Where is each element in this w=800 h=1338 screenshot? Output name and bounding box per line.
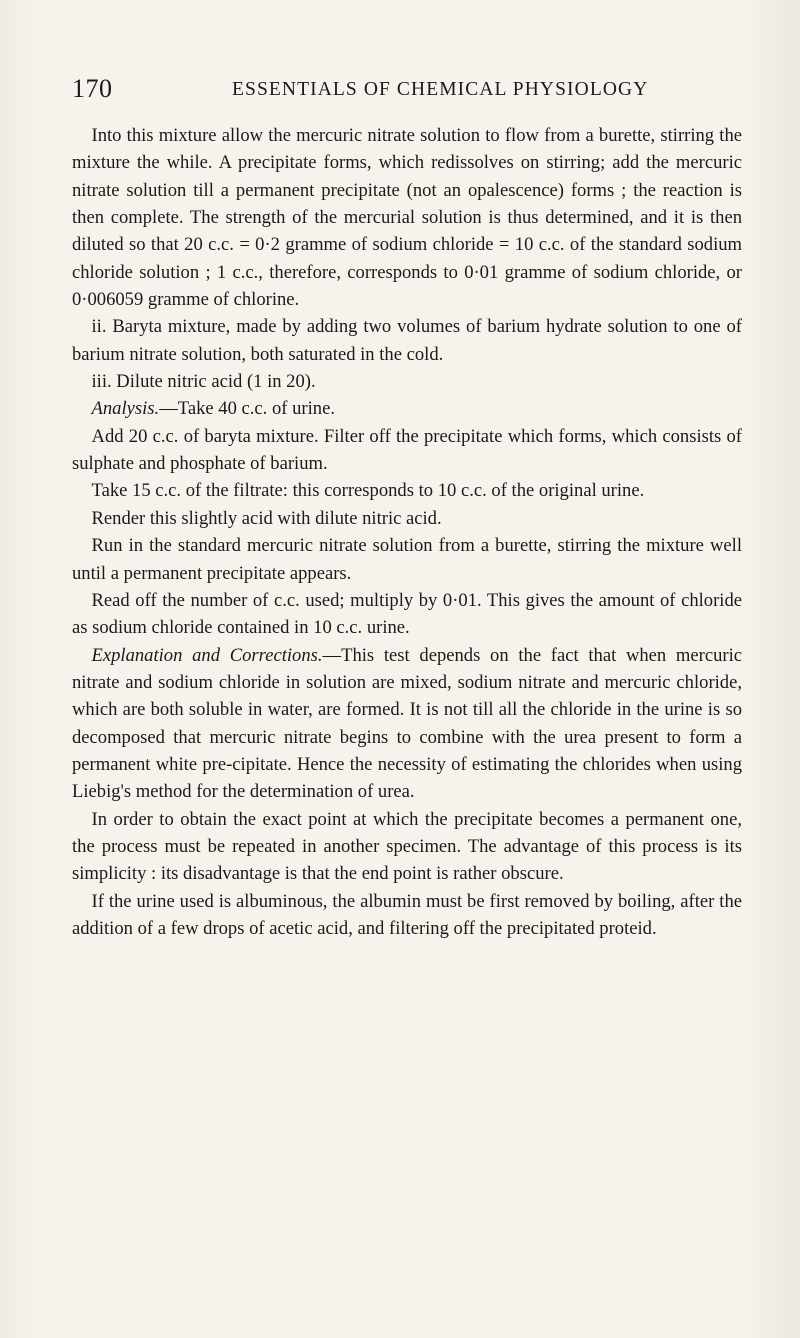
paragraph	[72, 395, 742, 422]
paragraph: ii. Baryta mixture, made by adding two volumes of barium hydrate solution to one of barium nitrate solution, both saturated in the cold.	[72, 316, 742, 365]
body-text	[72, 122, 742, 942]
running-title: ESSENTIALS OF CHEMICAL PHYSIOLOGY	[232, 79, 649, 100]
paragraph: In order to obtain the exact point at which the precipitate becomes a permanent one, the process must be repeated in another specimen. The advantage of this process is its simplicity : its disadvantage is that the end point is rather obscure.	[72, 808, 742, 885]
paragraph: Read off the number of c.c. used; multiply by 0·01. This gives the amount of chloride as sodium chloride contained in 10 c.c. urine.	[72, 589, 742, 639]
paragraph-text: —Take 40 c.c. of urine.	[159, 398, 335, 420]
paragraph-text: —This test depends on the fact that when mercuric nitrate and sodium chloride in solution are mixed, sodium nitrate and mercuric chloride, which are both soluble in water, are formed. It is not till all the chloride in the urine is so decomposed that mercuric nitrate begins to combine with the urea present to form a permanent white pre-cipitate. Hence the necessity of estimating the chlorides when using Liebig's method for the determination of urea.	[72, 644, 742, 803]
paragraph: Run in the standard mercuric nitrate solution from a burette, stirring the mixture well until a permanent precipitate appears.	[72, 535, 742, 584]
paragraph	[72, 642, 742, 806]
paragraph: Take 15 c.c. of the filtrate: this corresponds to 10 c.c. of the original urine.	[91, 480, 645, 502]
paragraph: Add 20 c.c. of baryta mixture. Filter off the precipitate which forms, which consists of sulphate and phosphate of barium.	[72, 425, 742, 475]
paragraph: If the urine used is albuminous, the albumin must be first removed by boiling, after the addition of a few drops of acetic acid, and filtering off the precipitated proteid.	[72, 890, 742, 939]
section-label-explanation: Explanation and Corrections.	[91, 644, 323, 666]
paragraph: Into this mixture allow the mercuric nitrate solution to flow from a burette, stirring the mixture the while. A precipitate forms, which redissolves on stirring; add the mercuric nitrate solution till a permanent precipitate (not an opalescence) forms ; the reaction is then complete. The strength of the mercurial solution is thus determined, and it is then diluted so that 20 c.c. = 0·2 gramme of sodium chloride = 10 c.c. of the standard sodium chloride solution ; 1 c.c., therefore, corresponds to 0·01 gramme of sodium chloride, or 0·006059 gramme of chlorine.	[72, 125, 742, 311]
page-header	[72, 74, 732, 104]
page-number: 170	[72, 74, 113, 103]
paragraph: Render this slightly acid with dilute nitric acid.	[91, 507, 442, 529]
section-label-analysis: Analysis.	[91, 398, 160, 420]
paragraph: iii. Dilute nitric acid (1 in 20).	[91, 371, 316, 393]
